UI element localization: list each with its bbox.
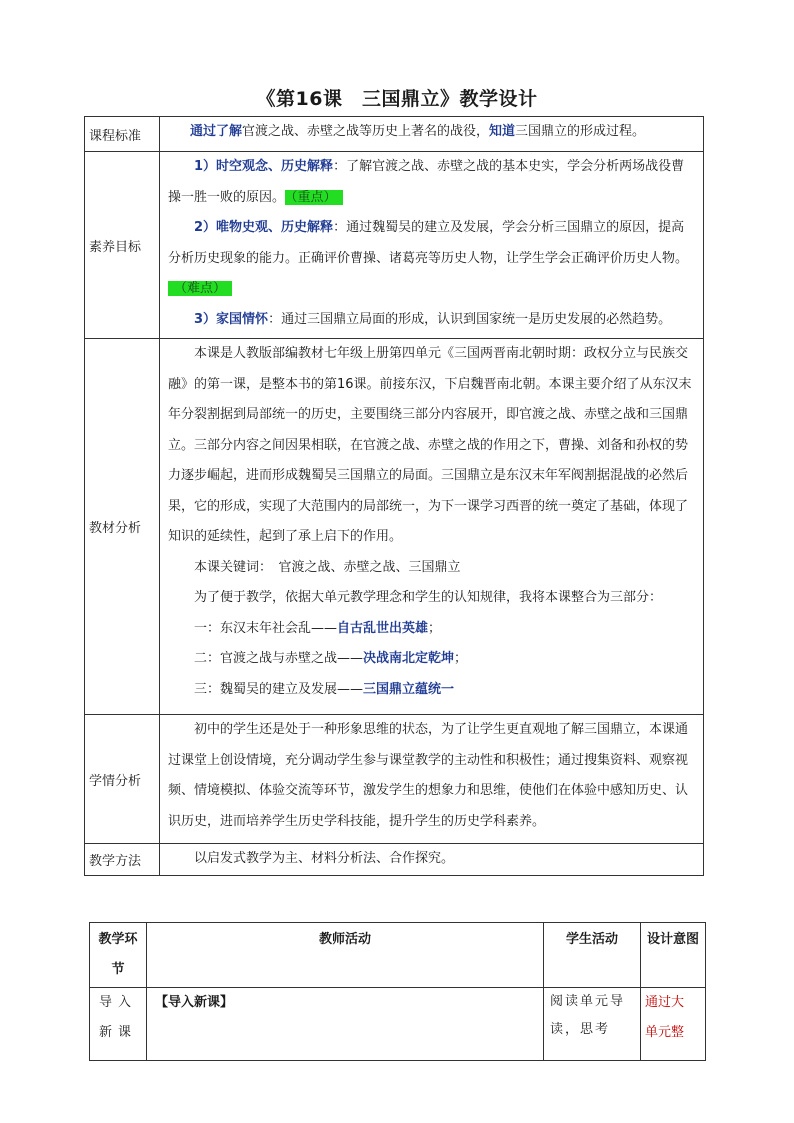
intent-line-1: 通过大 [645,995,685,1010]
goal-1-text: ：了解官渡之战、赤壁之战的基本史实，学会分析两场战役曹操一胜一败的原因。 [168,159,685,205]
part-2-text: 二：官渡之战与赤壁之战—— [194,651,364,666]
teaching-method-label: 教学方法 [85,844,160,876]
teaching-method-text: 以启发式教学为主、材料分析法、合作探究。 [194,851,455,866]
part-2-theme: 决战南北定乾坤 [363,651,455,666]
teacher-activity-intro: 【导入新课】 [147,988,544,1061]
standard-text-2: 三国鼎立的形成过程。 [515,124,646,139]
part-1-end: ； [428,620,442,636]
standard-keyword-1: 通过了解 [190,124,243,139]
literacy-goals-label: 素养目标 [85,152,160,339]
goal-3-text: ：通过三国鼎立局面的形成，认识到国家统一是历史发展的必然趋势。 [268,311,672,327]
page-title: 《第16课 三国鼎立》教学设计 [256,88,538,110]
material-keywords: 本课关键词： 官渡之战、赤壁之战、三国鼎立 [194,559,461,575]
student-activity-intro: 阅读单元导读，思考 [544,988,641,1061]
material-part-1 [168,614,697,645]
process-header-row [90,923,706,988]
material-part-3 [168,675,697,706]
goal-3-keyword: 家国情怀 [216,311,269,327]
stage-intro: 导入新课 [90,988,147,1061]
student-analysis-label: 学情分析 [85,715,160,844]
header-stage: 教学环节 [90,923,147,988]
goal-2-keyword: 唯物史观、历史解释 [216,220,334,235]
goal-3 [168,305,697,336]
standard-text-1: 官渡之战、赤壁之战等历史上著名的战役， [242,124,490,139]
part-1-theme: 自古乱世出英雄 [337,620,429,636]
header-design-intent: 设计意图 [641,923,706,988]
student-analysis-text: 初中的学生还是处于一种形象思维的状态，为了让学生更直观地了解三国鼎立，本课通过课堂上创设情境，充分调动学生参与课堂教学的主动性和积极性；通过搜集资料、观察视频、情境模拟、体验交流等环节，激发学生的想象力和思维，使他们在体验中感知历史、认识历史，进而培养学生历史学科技能，提升学生的历史学科素养。 [168,722,689,829]
literacy-goals-row [85,152,704,339]
goal-2 [168,213,697,305]
difficulty-tag: （难点） [168,281,232,296]
part-3-text: 三：魏蜀吴的建立及发展—— [194,681,364,697]
key-point-tag: （重点） [285,190,343,205]
intent-line-2: 单元整 [645,1025,685,1040]
part-3-theme: 三国鼎立蕴统一 [363,681,455,697]
goal-3-number: 3） [194,311,217,327]
header-student-activity: 学生活动 [544,923,641,988]
student-analysis-content [160,715,704,844]
material-paragraph-2: 为了便于教学，依据大单元教学理念和学生的认知规律，我将本课整合为三部分： [194,590,663,605]
literacy-goals-content [160,152,704,339]
process-row-intro [90,988,706,1061]
student-analysis-row [85,715,704,844]
course-standard-label: 课程标准 [85,117,160,152]
course-standard-content [160,117,704,152]
design-intent-intro [641,988,706,1061]
lesson-design-table [84,116,704,876]
goal-1 [168,152,697,213]
material-analysis-content [160,339,704,715]
material-part-2 [168,644,697,675]
header-teacher-activity: 教师活动 [147,923,544,988]
goal-2-number: 2） [194,220,217,235]
material-paragraph-1: 本课是人教版部编教材七年级上册第四单元《三国两晋南北朝时期：政权分立与民族交融》的第一课，是整本书的第16课。前接东汉，下启魏晋南北朝。本课主要介绍了从东汉末年分裂割据到局部统一的历史，主要围绕三部分内容展开，即官渡之战、赤壁之战和三国鼎立。三部分内容之间因果相联，在官渡之战、赤壁之战的作用之下，曹操、刘备和孙权的势力逐步崛起，进而形成魏蜀吴三国鼎立的局面。三国鼎立是东汉末年军阀割据混战的必然后果，它的形成，实现了大范围内的局部统一，为下一课学习西晋的统一奠定了基础，体现了知识的延续性，起到了承上启下的作用。 [168,346,692,544]
goal-1-number: 1） [194,159,217,174]
teaching-method-row [85,844,704,876]
goal-1-keyword: 时空观念、历史解释 [216,159,334,174]
material-analysis-label: 教材分析 [85,339,160,715]
course-standard-row [85,117,704,152]
part-2-end: ； [454,651,468,666]
teaching-method-content [160,844,704,876]
goal-2-text: ：通过魏蜀吴的建立及发展，学会分析三国鼎立的原因，提高分析历史现象的能力。正确评价曹操、诸葛亮等历史人物，让学生学会正确评价历史人物。 [168,220,689,266]
teaching-process-table [89,922,706,1061]
part-1-text: 一：东汉末年社会乱—— [194,620,338,636]
standard-keyword-2: 知道 [489,124,516,139]
material-analysis-row [85,339,704,715]
